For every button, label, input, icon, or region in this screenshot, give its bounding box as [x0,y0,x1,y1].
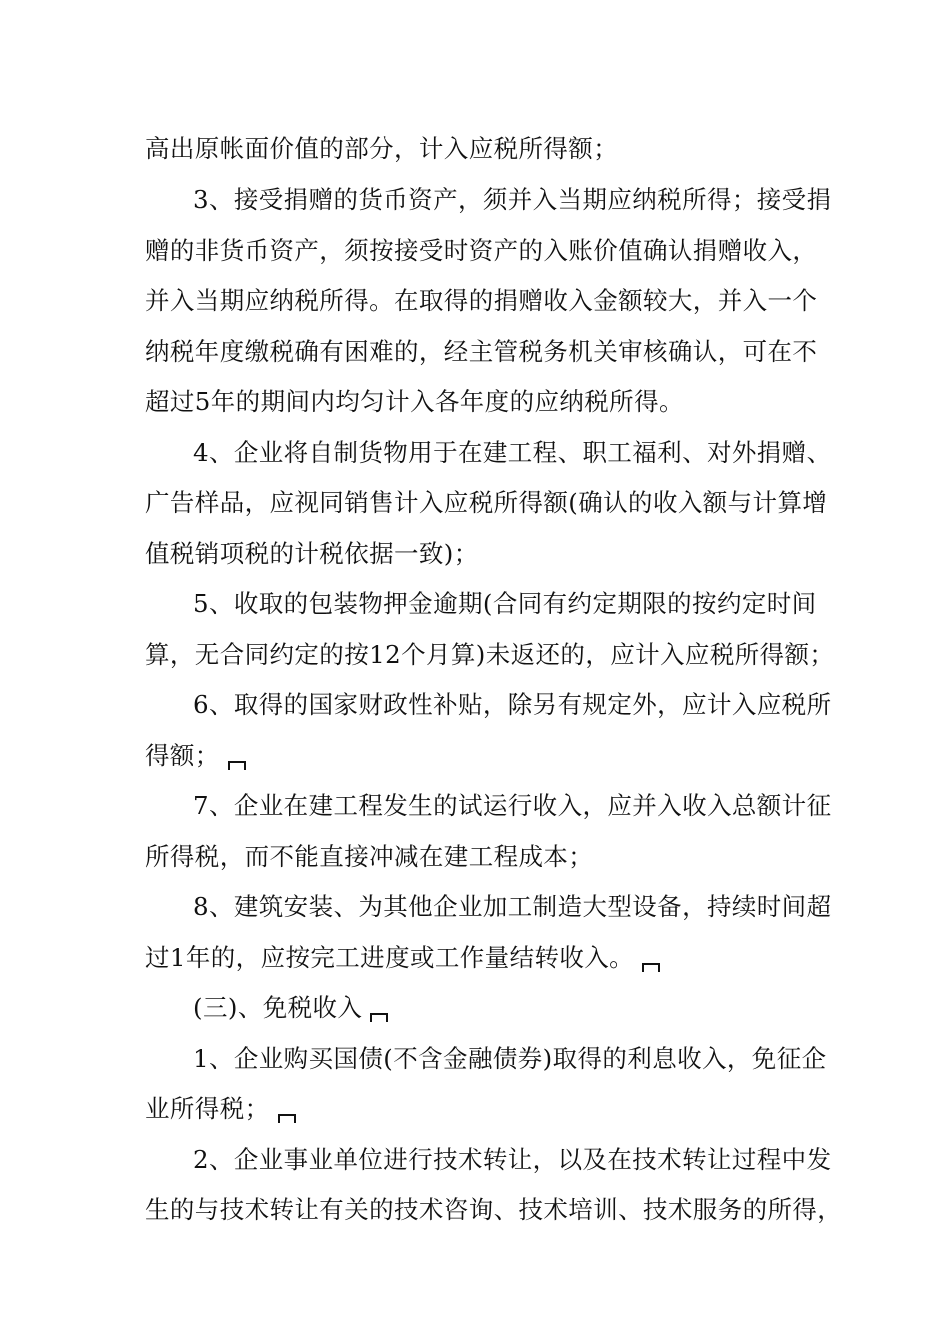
section-heading-with-mark [193,983,388,1033]
bracket-mark-icon [278,1114,296,1123]
text-line: 值税销项税的计税依据一致)； [145,539,479,568]
text-line: 所得税，而不能直接冲减在建工程成本； [145,842,594,871]
text-line: 算，无合同约定的按12个月算)未返还的，应计入应税所得额； [145,640,835,669]
text-line: 6、取得的国家财政性补贴，除另有规定外，应计入应税所 [193,690,832,719]
text-line: 广告样品，应视同销售计入应税所得额(确认的收入额与计算增 [145,488,828,517]
text-line: 2、企业事业单位进行技术转让，以及在技术转让过程中发 [193,1145,832,1174]
text-line: 并入当期应纳税所得。在取得的捐赠收入金额较大，并入一个 [145,286,818,315]
section-heading: (三)、免税收入 [193,993,363,1022]
text-line: 生的与技术转让有关的技术咨询、技术培训、技术服务的所得， [145,1195,843,1224]
text-line: 得额； [145,741,220,770]
text-line: 业所得税； [145,1094,270,1123]
text-line: 超过5年的期间内均匀计入各年度的应纳税所得。 [145,387,684,416]
text-line: 3、接受捐赠的货币资产，须并入当期应纳税所得；接受捐 [193,185,832,214]
text-line: 8、建筑安装、为其他企业加工制造大型设备，持续时间超 [193,892,832,921]
text-line-with-mark [145,933,660,983]
text-line: 纳税年度缴税确有困难的，经主管税务机关审核确认，可在不 [145,337,818,366]
text-line: 1、企业购买国债(不含金融债券)取得的利息收入，免征企 [193,1044,827,1073]
text-line-with-mark [145,1084,296,1134]
bracket-mark-icon [228,761,246,770]
text-line: 赠的非货币资产，须按接受时资产的入账价值确认捐赠收入， [145,236,818,265]
text-line-with-mark [145,731,246,781]
bracket-mark-icon [370,1013,388,1022]
text-line: 5、收取的包装物押金逾期(合同有约定期限的按约定时间 [193,589,817,618]
text-line: 7、企业在建工程发生的试运行收入，应并入收入总额计征 [193,791,832,820]
bracket-mark-icon [642,963,660,972]
text-line: 过1年的，应按完工进度或工作量结转收入。 [145,943,635,972]
text-line: 4、企业将自制货物用于在建工程、职工福利、对外捐赠、 [193,438,832,467]
text-line: 高出原帐面价值的部分，计入应税所得额； [145,134,619,163]
